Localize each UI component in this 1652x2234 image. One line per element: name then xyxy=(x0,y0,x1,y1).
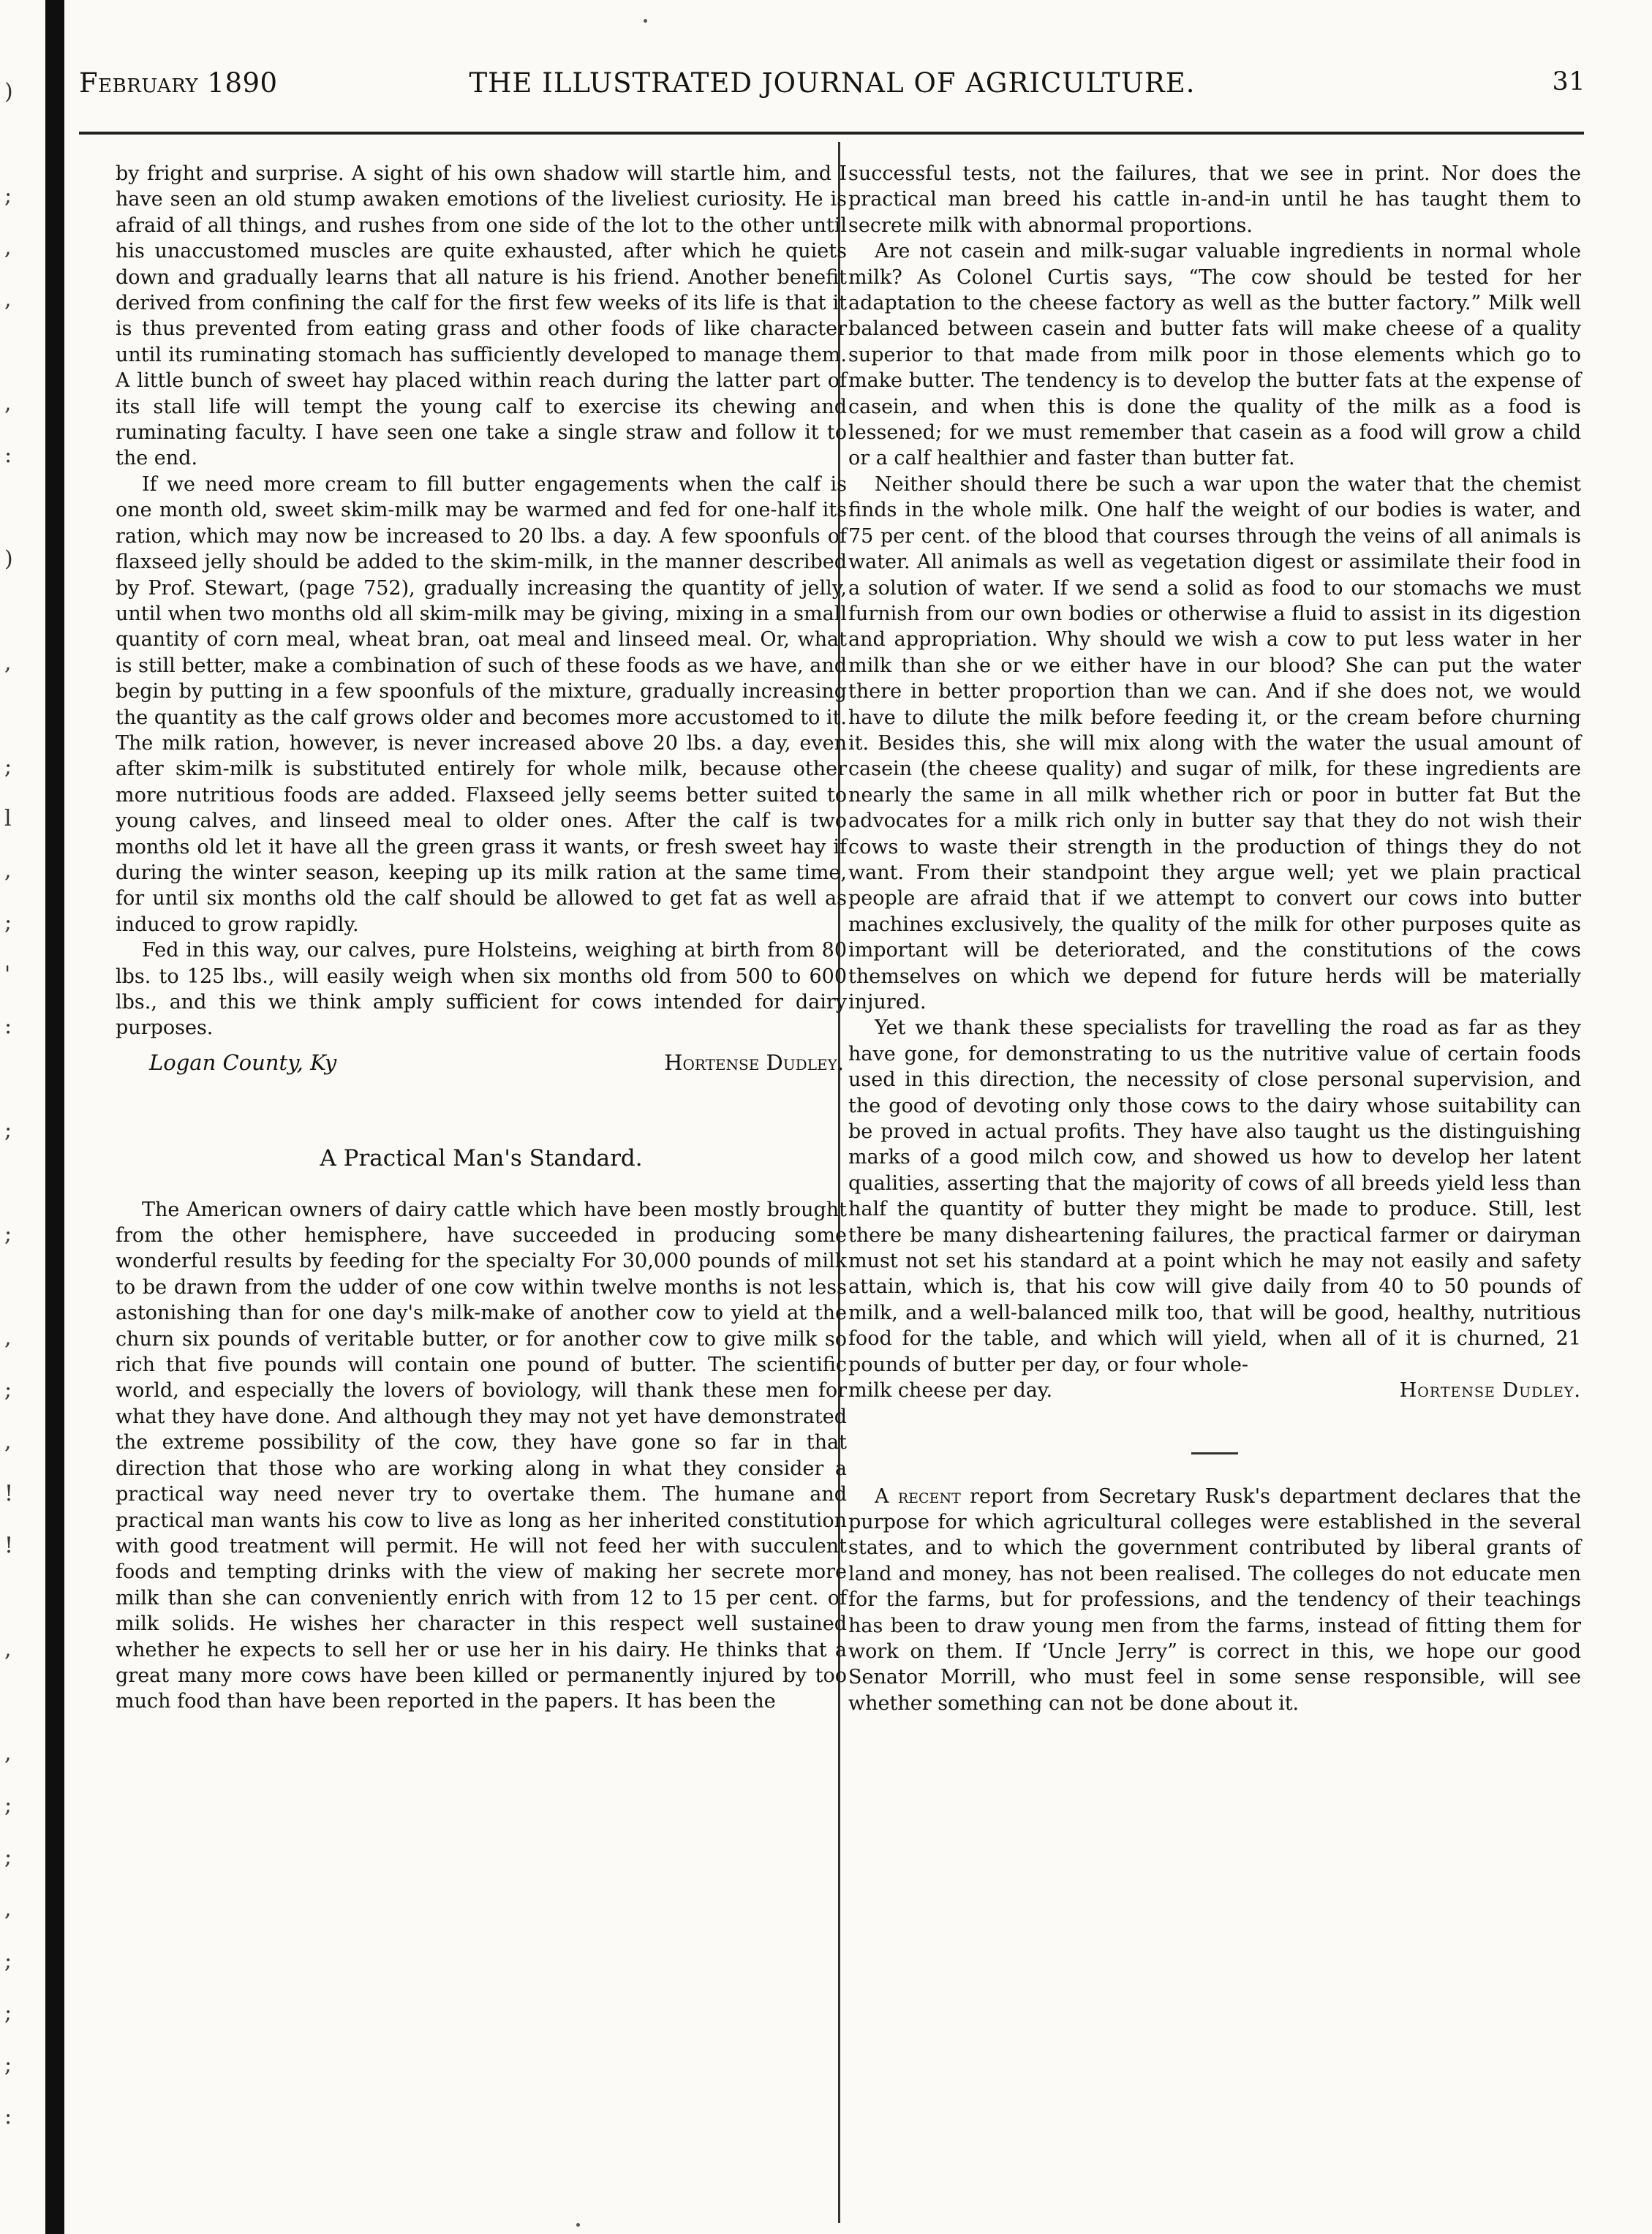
notice-paragraph xyxy=(848,1484,1581,1717)
gutter-marks: ) ; , , , : ) , ; l , ; ' : ; ; , ; , ! ! , , ; ; , ; ; ; : xyxy=(4,79,14,2129)
paragraph: Yet we thank these specialists for travelling the road as far as they have gone, for demonstrating to us the nutritive value of certain foods used in this direction, the necessity of close personal supervision, and the good of devoting only those cows to the dairy whose suitability can be proved in actual profits. They have also taught us the distinguishing marks of a good milch cow, and showed us how to develop her latent qualities, asserting that the majority of cows of all breeds yield less than half the quantity of butter they might be made to produce. Still, lest there be many disheartening failures, the practical farmer or dairyman must not set his standard at a point which he may not easily and safety attain, which is, that his cow will give daily from 40 to 50 pounds of milk, and a well-balanced milk too, that will be good, healthy, nutritious food for the table, and which will yield, when all of it is churned, 21 pounds of butter per day, or four whole- xyxy=(848,1016,1581,1376)
header-rule xyxy=(79,132,1584,135)
signature-block xyxy=(116,1050,847,1076)
section-heading: A Practical Man's Standard. xyxy=(320,1145,643,1172)
speck-top xyxy=(644,19,647,23)
signature-place: Logan County, Ky xyxy=(149,1049,337,1075)
running-header xyxy=(79,67,1585,111)
page-number: 31 xyxy=(1552,67,1585,97)
page-binding-edge xyxy=(45,0,64,2234)
journal-title: THE ILLUSTRATED JOURNAL OF AGRICULTURE. xyxy=(469,67,1196,99)
paragraph: Are not casein and milk-sugar valuable ingredients in normal whole milk? As Colonel Curtis says, “The cow should be tested for her adaptation to the cheese factory as well as the butter factory.” Milk well balanced between casein and butter fats will make cheese of a quality superior to that made from milk poor in those elements which go to make butter. The tendency is to develop the butter fats at the expense of casein, and when this is done the quality of the milk as a food is lessened; for we must remember that casein as a food will grow a child or a calf healthier and faster than butter fat. xyxy=(848,240,1581,470)
closing-line: milk cheese per day. xyxy=(848,1379,1053,1403)
paragraph: successful tests, not the failures, that we see in print. Nor does the practical man breed his cattle in-and-in until he has taught them to secrete milk with abnormal proportions. xyxy=(848,162,1581,237)
paragraph: Neither should there be such a war upon the water that the chemist finds in the whole milk. One half the weight of our bodies is water, and 75 per cent. of the blood that courses through the veins of all animals is water. All animals as well as vegetation digest or assimilate their food in a solution of water. If we send a solid as food to our stomachs we must furnish from our own bodies or otherwise a fluid to assist in its digestion and appropriation. Why should we wish a cow to put less water in her milk than she or we either have in our blood? She can put the water there in better proportion than we can. And if she does not, we would have to dilute the milk before feeding it, or the cream before churning it. Besides this, she will mix along with the water the usual amount of casein (the cheese quality) and sugar of milk, for these ingredients are nearly the same in all milk whether rich or poor in butter fat But the advocates for a milk rich only in butter say that they do not wish their cows to waste their strength in the production of things they do not want. From their standpoint they argue well; yet we plain practical people are afraid that if we attempt to convert our cows into butter machines exclusively, the quality of the milk for other purposes quite as important will be deteriorated, and the constitutions of the cows themselves on which we depend for future herds will be materially injured. xyxy=(848,472,1581,1014)
signature-name: Hortense Dudley. xyxy=(1399,1379,1581,1403)
paragraph: The American owners of dairy cattle which have been mostly brought from the other hemisphere, have succeeded in producing some wonderful results by feeding for the specialty For 30,000 pounds of milk to be drawn from the udder of one cow within twelve months is not less astonishing than for one day's milk-make of another cow to yield at the churn six pounds of veritable butter, or for another cow to give milk so rich that five pounds will contain one pound of butter. The scientific world, and especially the lovers of boviology, will thank these men for what they have done. And although they may not yet have demonstrated the extreme possibility of the cow, they have gone so far in that direction that those who are working along in what they consider a practical way need never try to overtake them. The humane and practical man wants his cow to live as long as her inherited constitution with good treatment will permit. He will not feed her with succulent foods and tempting drinks with the view of making her secrete more milk than she can conveniently enrich with from 12 to 15 per cent. of milk solids. He wishes her character in this respect well sustained whether he expects to sell her or use her in his dairy. He thinks that a great many more cows have been killed or permanently injured by too much food than have been reported in the papers. It has been the xyxy=(116,1198,847,1713)
paragraph: by fright and surprise. A sight of his own shadow will startle him, and I have seen an old stump awaken emotions of the liveliest curiosity. He is afraid of all things, and rushes from one side of the lot to the other until his unaccustomed muscles are quite exhausted, after which he quiets down and gradually learns that all nature is his friend. Another benefit derived from confining the calf for the first few weeks of its life is that it is thus prevented from eating grass and other foods of like character until its ruminating stomach has sufficiently developed to manage them. A little bunch of sweet hay placed within reach during the latter part of its stall life will tempt the young calf to exercise its chewing and ruminating faculty. I have seen one take a single straw and follow it to the end. xyxy=(116,162,847,470)
paragraph: If we need more cream to fill butter engagements when the calf is one month old, sweet skim-milk may be warmed and fed for one-half its ration, which may now be increased to 20 lbs. a day. A few spoonfuls of flaxseed jelly should be added to the skim-milk, in the manner described by Prof. Stewart, (page 752), gradually increasing the quantity of jelly, until when two months old all skim-milk may be giving, mixing in a small quantity of corn meal, wheat bran, oat meal and linseed meal. Or, what is still better, make a combination of such of these foods as we have, and begin by putting in a few spoonfuls of the mixture, gradually increasing the quantity as the calf grows older and becomes more accustomed to it. The milk ration, however, is never increased above 20 lbs. a day, even after skim-milk is substituted entirely for whole milk, because other more nutritious foods are added. Flaxseed jelly seems better suited to young calves, and linseed meal to older ones. After the calf is two months old let it have all the green grass it wants, or fresh sweet hay if during the winter season, keeping up its milk ration at the same time, for until six months old the calf should be allowed to get fat as well as induced to grow rapidly. xyxy=(116,472,847,936)
signature-name: Hortense Dudley. xyxy=(664,1049,844,1075)
signature-line xyxy=(848,1378,1581,1403)
right-column xyxy=(848,161,1581,1716)
paragraph: Fed in this way, our calves, pure Holsteins, weighing at birth from 80 lbs. to 125 lbs., will easily weigh when six months old from 500 to 600 lbs., and this we think amply sufficient for cows intended for dairy purposes. xyxy=(116,939,847,1040)
speck-bottom xyxy=(576,2223,580,2227)
notice-lead: A recent xyxy=(875,1484,961,1508)
section-divider xyxy=(1191,1452,1238,1454)
issue-date: February 1890 xyxy=(79,67,278,99)
notice-text: report from Secretary Rusk's department declares that the purpose for which agricultural colleges were established in the several states, and to which the government contributed by liberal grants of land and money, has not been realised. The colleges do not educate men for the farms, but for professions, and the tendency of their teachings has been to draw young men from the farms, instead of fitting them for work on them. If ‘Uncle Jerry” is correct in this, we hope our good Senator Morrill, who must feel in some sense responsible, will see whether something can not be done about it. xyxy=(848,1484,1581,1715)
left-column xyxy=(116,161,847,1715)
